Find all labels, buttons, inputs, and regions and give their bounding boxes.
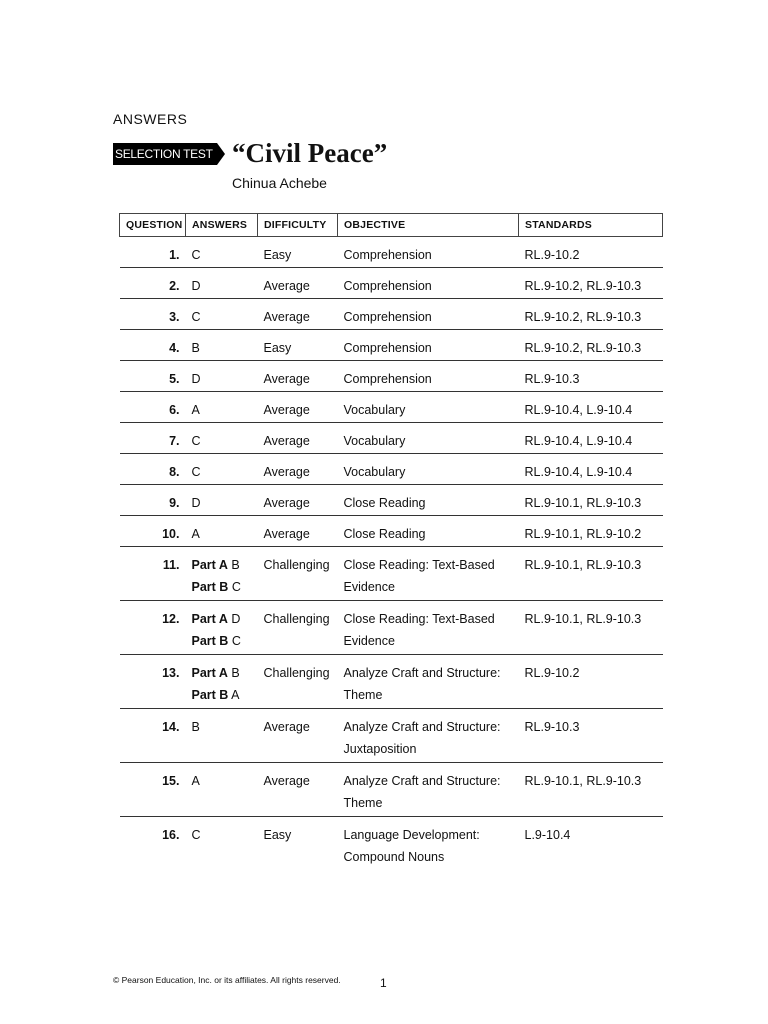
question-number: 13. [120, 655, 186, 709]
standards-cell: RL.9-10.4, L.9-10.4 [519, 454, 663, 485]
column-header-question: QUESTION [120, 214, 186, 237]
question-number: 9. [120, 485, 186, 516]
answer-cell: A [186, 516, 258, 547]
answer-cell [186, 601, 258, 655]
difficulty-cell: Easy [258, 237, 338, 268]
table-row [120, 237, 663, 268]
table-row [120, 547, 663, 601]
part-a-label: Part A [191, 666, 228, 680]
objective-cell: Vocabulary [338, 454, 519, 485]
standards-cell: RL.9-10.3 [519, 709, 663, 763]
difficulty-cell: Challenging [258, 547, 338, 601]
difficulty-cell: Average [258, 423, 338, 454]
table-row [120, 299, 663, 330]
part-b-answer: A [231, 688, 240, 702]
answer-cell: C [186, 454, 258, 485]
answer-cell: D [186, 268, 258, 299]
objective-cell: Vocabulary [338, 423, 519, 454]
standards-cell: RL.9-10.1, RL.9-10.3 [519, 485, 663, 516]
standards-cell: RL.9-10.2 [519, 237, 663, 268]
table-row [120, 763, 663, 817]
author-name: Chinua Achebe [232, 175, 327, 191]
table-row [120, 423, 663, 454]
part-a-answer: B [231, 666, 240, 680]
table-row [120, 330, 663, 361]
difficulty-cell: Average [258, 516, 338, 547]
question-number: 2. [120, 268, 186, 299]
page-number: 1 [380, 976, 387, 990]
objective-cell: Comprehension [338, 237, 519, 268]
question-number: 16. [162, 828, 180, 842]
difficulty-cell: Average [258, 485, 338, 516]
question-number: 11. [120, 547, 186, 601]
question-number: 5. [120, 361, 186, 392]
answer-cell: A [186, 392, 258, 423]
answer-cell: D [186, 361, 258, 392]
standards-cell: RL.9-10.2 [519, 655, 663, 709]
selection-test-badge [113, 143, 225, 165]
difficulty-cell: Average [258, 361, 338, 392]
difficulty-cell: Average [258, 392, 338, 423]
difficulty-cell: Easy [263, 828, 292, 842]
objective-cell: Close Reading [338, 485, 519, 516]
answer-cell: C [186, 299, 258, 330]
table-row [120, 485, 663, 516]
table-row [120, 817, 663, 871]
answer-cell: D [186, 485, 258, 516]
answer-cell [186, 547, 258, 601]
answer-cell: A [186, 763, 258, 817]
table-row [120, 516, 663, 547]
badge-label: SELECTION TEST [113, 143, 217, 165]
objective-cell: Close Reading: Text-Based Evidence [338, 547, 519, 601]
objective-cell: Close Reading: Text-Based Evidence [338, 601, 519, 655]
difficulty-cell: Average [258, 268, 338, 299]
part-b-answer: C [231, 634, 241, 648]
question-number: 6. [120, 392, 186, 423]
part-b-answer: C [231, 580, 241, 594]
difficulty-cell: Average [258, 299, 338, 330]
part-b-label: Part B [191, 580, 229, 594]
objective-cell: Analyze Craft and Structure: Theme [338, 655, 519, 709]
difficulty-cell: Challenging [258, 601, 338, 655]
part-a-answer: B [231, 558, 240, 572]
standards-cell: RL.9-10.1, RL.9-10.3 [519, 763, 663, 817]
question-number: 8. [120, 454, 186, 485]
standards-cell: RL.9-10.1, RL.9-10.2 [519, 516, 663, 547]
question-number: 12. [120, 601, 186, 655]
part-b-label: Part B [191, 634, 229, 648]
part-a-label: Part A [191, 612, 228, 626]
column-header-answers: ANSWERS [186, 214, 258, 237]
objective-cell: Analyze Craft and Structure: Theme [338, 763, 519, 817]
standards-cell: RL.9-10.1, RL.9-10.3 [519, 547, 663, 601]
question-number: 10. [120, 516, 186, 547]
question-number: 1. [120, 237, 186, 268]
answer-cell: C [186, 237, 258, 268]
objective-cell: Comprehension [338, 299, 519, 330]
table-row [120, 268, 663, 299]
difficulty-cell: Challenging [258, 655, 338, 709]
objective-cell: Close Reading [338, 516, 519, 547]
objective-cell: Comprehension [338, 268, 519, 299]
answer-cell: C [191, 828, 201, 842]
difficulty-cell: Average [258, 709, 338, 763]
standards-cell: RL.9-10.4, L.9-10.4 [519, 423, 663, 454]
objective-cell: Language Development: Compound Nouns [343, 828, 480, 864]
standards-cell: RL.9-10.2, RL.9-10.3 [519, 299, 663, 330]
column-header-difficulty: DIFFICULTY [258, 214, 338, 237]
page-title: “Civil Peace” [232, 138, 388, 168]
section-label: ANSWERS [113, 111, 188, 127]
part-a-answer: D [231, 612, 241, 626]
standards-cell: RL.9-10.2, RL.9-10.3 [519, 268, 663, 299]
column-header-objective: OBJECTIVE [338, 214, 519, 237]
objective-cell: Comprehension [338, 330, 519, 361]
question-number: 7. [120, 423, 186, 454]
difficulty-cell: Easy [258, 330, 338, 361]
standards-cell: RL.9-10.1, RL.9-10.3 [519, 601, 663, 655]
standards-cell: RL.9-10.2, RL.9-10.3 [519, 330, 663, 361]
question-number: 3. [120, 299, 186, 330]
column-header-standards: STANDARDS [519, 214, 663, 237]
question-number: 14. [120, 709, 186, 763]
part-b-label: Part B [191, 688, 229, 702]
standards-cell: RL.9-10.3 [519, 361, 663, 392]
question-number: 15. [120, 763, 186, 817]
objective-cell: Comprehension [338, 361, 519, 392]
copyright-notice: © Pearson Education, Inc. or its affiliates. All rights reserved. [113, 975, 341, 985]
table-row [120, 601, 663, 655]
answer-cell [186, 655, 258, 709]
difficulty-cell: Average [258, 763, 338, 817]
table-row [120, 454, 663, 485]
table-row [120, 361, 663, 392]
objective-cell: Vocabulary [338, 392, 519, 423]
table-header-row [120, 214, 663, 237]
answer-cell: B [186, 709, 258, 763]
answer-cell: B [186, 330, 258, 361]
part-a-label: Part A [191, 558, 228, 572]
table-row [120, 392, 663, 423]
answer-cell: C [186, 423, 258, 454]
table-row [120, 709, 663, 763]
question-number: 4. [120, 330, 186, 361]
standards-cell: L.9-10.4 [524, 828, 571, 842]
objective-cell: Analyze Craft and Structure: Juxtaposition [338, 709, 519, 763]
answer-key-table [119, 213, 663, 870]
standards-cell: RL.9-10.4, L.9-10.4 [519, 392, 663, 423]
badge-arrow-icon [217, 143, 225, 165]
difficulty-cell: Average [258, 454, 338, 485]
table-row [120, 655, 663, 709]
